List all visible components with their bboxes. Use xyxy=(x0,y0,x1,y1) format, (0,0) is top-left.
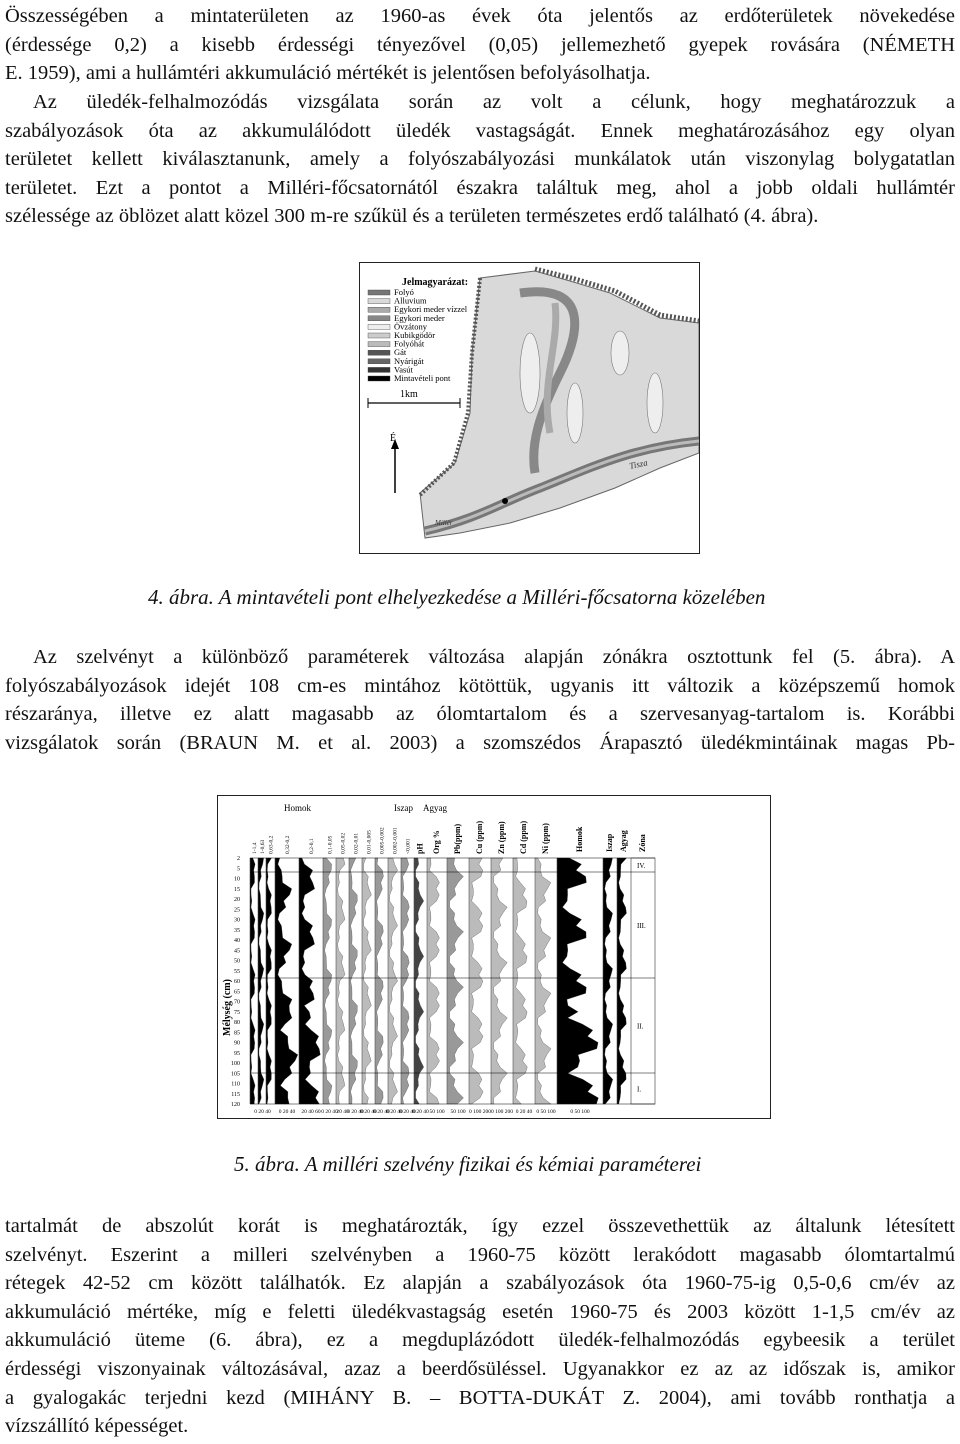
bottom-tick: 0 20 40 xyxy=(278,1109,296,1115)
bottom-tick: 50 100 xyxy=(450,1109,466,1115)
text-line: akkumuláció mértéke, míg e feletti üledékvastagság esetén 1960-75 és 2003 között 1-1,5 cm/év az xyxy=(5,1300,955,1323)
text-line: szelvényt. Eszerint a milleri szelvényben a 1960-75 között lerakódott magasabb ólomtartalmú xyxy=(5,1243,955,1266)
legend-swatch xyxy=(368,342,390,347)
figure-4-caption: 4. ábra. A mintavételi pont elhelyezkedése a Milléri-főcsatorna közelében xyxy=(148,585,766,609)
text-line: területet kellett kiválasztanunk, amely a folyószabályozási munkálatok után viszonylag bolygatatlan xyxy=(5,148,955,171)
depth-tick: 85 xyxy=(234,1030,240,1037)
bottom-tick: 0 20 40 xyxy=(321,1109,338,1115)
legend-title: Jelmagyarázat: xyxy=(402,277,469,288)
text-line: Az üledék-felhalmozódás vizsgálata során az volt a célunk, hogy meghatározzuk a xyxy=(33,91,955,113)
column-header: 0,2-0,1 xyxy=(309,838,315,854)
legend-item-label: Gát xyxy=(394,347,407,358)
profile-series xyxy=(388,858,398,1104)
column-header: Homok xyxy=(575,826,584,852)
scale-label: 1km xyxy=(400,389,418,400)
legend-swatch xyxy=(368,324,390,329)
depth-tick: 60 xyxy=(234,979,240,985)
zone-label: I. xyxy=(637,1085,642,1094)
text-line: rétegek 42-52 cm között találhatók. Ez alapján a szabályozások óta 1960-75-ig 0,5-0,6 cm/év az xyxy=(5,1272,955,1295)
column-header: Ni (ppm) xyxy=(541,823,550,854)
depth-tick: 50 xyxy=(234,958,240,965)
legend-swatch xyxy=(368,359,390,364)
map-svg xyxy=(360,263,699,553)
bottom-tick: 20 40 xyxy=(336,1109,349,1115)
text-line: a gyalogakác terjedni kezd (MIHÁNY B. – BOTTA-DUKÁT Z. 2004), ami tovább ronthatja a xyxy=(5,1386,955,1409)
legend-swatch xyxy=(368,350,390,355)
profile-series xyxy=(275,858,298,1104)
column-header: Org % xyxy=(432,830,441,854)
column-header: 0,005-0,002 xyxy=(379,827,386,854)
column-header: Cu (ppm) xyxy=(475,820,484,854)
depth-tick: 40 xyxy=(234,938,240,944)
paragraph-2 xyxy=(5,88,955,231)
text-line: vízszállító képességet. xyxy=(5,1415,189,1438)
profile-series xyxy=(299,858,320,1104)
text-line: (érdessége 0,2) a kisebb érdességi tényezővel (0,05) jellemezhető gyepek rovására (NÉMETH xyxy=(5,33,955,56)
bottom-tick: 0 50 100 xyxy=(570,1109,590,1115)
legend-item-label: Folyó xyxy=(394,287,414,297)
legend-swatch xyxy=(368,367,390,372)
legend-item-label: Egykori meder vízzel xyxy=(394,304,468,315)
depth-tick: 20 xyxy=(234,897,240,903)
column-header: 0,32-0,2 xyxy=(285,835,291,854)
figure-5-caption: 5. ábra. A milléri szelvény fizikai és kémiai paraméterei xyxy=(234,1152,702,1176)
depth-tick: 70 xyxy=(234,999,240,1006)
depth-tick: 25 xyxy=(234,907,240,914)
column-header: 0,1-0,05 xyxy=(327,835,334,854)
zone-column xyxy=(631,858,655,1104)
profile-series xyxy=(535,858,551,1104)
depth-tick: 2 xyxy=(237,856,240,862)
bottom-tick: 0 50 100 xyxy=(536,1109,556,1115)
depth-tick: 75 xyxy=(234,1009,240,1016)
legend-item-label: Mintavételi pont xyxy=(394,373,451,383)
column-header: 1-0,63 xyxy=(260,839,266,854)
profile-series xyxy=(447,858,464,1104)
legend-item-label: Kubikgödör xyxy=(394,330,436,340)
point-bar xyxy=(567,383,583,443)
text-line: vizsgálatok során (BRAUN M. et al. 2003) a szomszédos Árapasztó üledékmintáinak magas Pb- xyxy=(5,731,955,754)
profile-series xyxy=(349,858,357,1104)
profile-series xyxy=(414,858,424,1104)
depth-tick: 55 xyxy=(234,968,240,975)
bottom-tick: 20 40 60 xyxy=(301,1109,321,1115)
legend-item-label: Nyárigát xyxy=(394,355,424,366)
paragraph-1 xyxy=(5,2,955,88)
column-header: pH xyxy=(415,843,425,854)
zone-label: III. xyxy=(637,922,646,930)
depth-tick: 10 xyxy=(234,876,240,883)
profile-series xyxy=(323,858,332,1104)
point-bar xyxy=(520,333,540,413)
depth-tick: 105 xyxy=(231,1071,240,1078)
legend-swatch xyxy=(368,299,390,304)
legend-item-label: Övzátony xyxy=(394,321,428,332)
figure-4-map xyxy=(359,262,700,554)
bottom-tick: 0 20 40 xyxy=(515,1109,533,1115)
column-header: Zn (ppm) xyxy=(497,821,506,854)
column-header: Agyag xyxy=(619,830,628,852)
depth-tick: 15 xyxy=(234,886,240,893)
legend-swatch xyxy=(368,307,390,312)
zone-label: IV. xyxy=(637,862,646,870)
legend-swatch xyxy=(368,290,390,295)
legend-swatch xyxy=(368,333,390,338)
bottom-tick: 0 20 40 xyxy=(347,1109,364,1115)
legend-swatch xyxy=(368,376,390,381)
column-header: 0,63-0,2 xyxy=(268,835,275,854)
north-label: É xyxy=(390,433,397,444)
legend-item-label: Vasút xyxy=(394,364,413,375)
ylabel: Mélység (cm) xyxy=(222,979,233,1036)
legend-item-label: Folyóhát xyxy=(394,338,425,349)
column-header: <0,001 xyxy=(405,838,412,854)
profile-series xyxy=(557,858,598,1104)
bottom-tick: 0 100 200 xyxy=(491,1109,513,1115)
bottom-tick: 0 20 40 xyxy=(360,1109,377,1115)
depth-tick: 80 xyxy=(234,1020,240,1026)
text-line: Az szelvényt a különböző paraméterek változása alapján zónákra osztottunk fel (5. ábra). A xyxy=(33,646,955,668)
map-legend xyxy=(368,287,468,383)
column-header: Pb(ppm) xyxy=(453,823,462,854)
column-header: Zóna xyxy=(638,834,647,852)
depth-tick: 115 xyxy=(231,1091,240,1098)
profile-series xyxy=(603,858,613,1104)
profile-svg xyxy=(218,796,770,1118)
bottom-tick: 50 100 xyxy=(429,1109,445,1115)
legend-item-label: Alluvium xyxy=(394,295,427,306)
river-label: Tisza xyxy=(628,457,649,471)
profile-series xyxy=(258,858,264,1104)
bottom-tick: 0 20 40 xyxy=(386,1109,403,1115)
column-header: Cd (ppm) xyxy=(519,820,528,854)
column-header: 0,05-0,02 xyxy=(340,832,347,854)
depth-tick: 45 xyxy=(234,948,240,955)
profile-series xyxy=(617,858,627,1104)
profile-series xyxy=(427,858,440,1104)
depth-tick: 5 xyxy=(237,866,240,873)
zone-label: II. xyxy=(637,1022,644,1031)
depth-tick: 120 xyxy=(231,1102,240,1108)
bottom-tick: 0 20 40 xyxy=(412,1109,429,1115)
profile-series xyxy=(491,858,507,1104)
column-header: 0,002-0,001 xyxy=(392,827,399,854)
column-header: 0,02-0,01 xyxy=(353,832,360,854)
figure-5-profile xyxy=(217,795,771,1119)
profile-series xyxy=(266,858,272,1104)
depth-tick: 35 xyxy=(234,927,240,934)
bottom-tick: 0 20 40 xyxy=(399,1109,416,1115)
point-bar xyxy=(611,331,629,375)
text-line: részaránya, illetve ez alatt magasabb az ólomtartalom és a szervesanyag-tartalom is. Korábbi xyxy=(5,703,955,726)
legend-swatch xyxy=(368,316,390,321)
bottom-tick: 0 100 200 xyxy=(469,1109,491,1115)
depth-tick: 100 xyxy=(231,1061,240,1067)
depth-tick: 30 xyxy=(234,917,240,924)
column-header: Iszap xyxy=(605,833,614,852)
profile-series xyxy=(336,858,345,1104)
bottom-tick: 0 20 40 xyxy=(373,1109,390,1115)
paragraph-3 xyxy=(5,643,955,757)
group-label-agyag: Agyag xyxy=(423,803,447,813)
text-line: akkumuláció üteme (6. ábra), ez a megduplázódott üledék-felhalmozódás egybeesik a terület xyxy=(5,1329,955,1352)
profile-series xyxy=(362,858,371,1104)
text-line: tartalmát de abszolút korát is meghatározták, így ezzel összevethettük az általunk létesített xyxy=(5,1215,955,1237)
point-bar xyxy=(647,373,663,433)
text-line: érdességi viszonyainak változásával, azaz a beerdősüléssel. Ugyanakkor ez az az időszak is, amikor xyxy=(5,1357,955,1380)
profile-series xyxy=(250,858,255,1104)
profile-series xyxy=(469,858,483,1104)
sampling-point-icon xyxy=(502,498,508,504)
depth-tick: 110 xyxy=(231,1081,240,1088)
text-line: E. 1959), ami a hullámtéri akkumuláció mértékét is jelentősen befolyásolhatja. xyxy=(5,62,651,85)
column-header: 0,01-0,005 xyxy=(366,830,373,854)
bottom-tick: 0 20 40 xyxy=(254,1109,271,1115)
depth-tick: 90 xyxy=(234,1040,240,1047)
group-label-homok: Homok xyxy=(284,803,311,813)
text-line: szélessége az öblözet alatt közel 300 m-re szűkül és a területen természetes erdő található (4. ábra). xyxy=(5,205,819,228)
profile-series xyxy=(513,858,527,1104)
group-label-iszap: Iszap xyxy=(394,803,413,813)
column-header: 1-1,4 xyxy=(252,842,258,854)
text-line: területet. Ezt a pontot a Milléri-főcsatornától északra találtuk meg, ahol a jobb oldali hullámtér xyxy=(5,176,955,199)
paragraph-4 xyxy=(5,1212,955,1441)
profile-series xyxy=(401,858,409,1104)
depth-tick: 95 xyxy=(234,1050,240,1057)
legend-item-label: Egykori meder xyxy=(394,312,445,323)
canal-label: Millér xyxy=(435,519,453,527)
text-line: Összességében a mintaterületen az 1960-as évek óta jelentős az erdőterületek növekedése xyxy=(5,5,955,27)
text-line: szabályozások óta az akkumulálódott üledék vastagságát. Ennek meghatározásához egy olyan xyxy=(5,119,955,142)
depth-tick: 65 xyxy=(234,989,240,996)
profile-series xyxy=(375,858,383,1104)
text-line: folyószabályozások idejét 108 cm-es mintához kötöttük, ugyanis itt változik a középszemű homok xyxy=(5,674,955,697)
